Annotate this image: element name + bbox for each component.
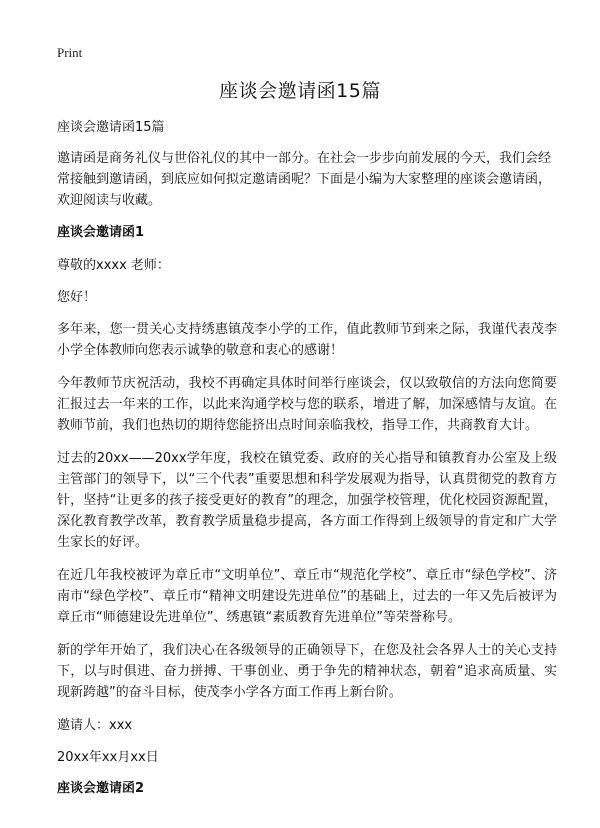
letter-2 — [57, 779, 557, 799]
letter-paragraph: 今年教师节庆祝活动，我校不再确定具体时间举行座谈会，仅以致敬信的方法向您简要汇报过去一年来的工作，以此来沟通学校与您的联系，增进了解，加深感情与友谊。在教师节前，我们也热切的期待您能挤出点时间亲临我校，指导工作，共商教育大计。 — [57, 376, 557, 433]
letter-heading: 座谈会邀请函2 — [57, 781, 145, 796]
letter-1 — [57, 223, 557, 768]
letter-paragraph: 在近几年我校被评为章丘市“文明单位”、章丘市“规范化学校”、章丘市“绿色学校”、济南市“绿色学校”、章丘市“精神文明建设先进单位”的基础上，过去的一年又先后被评为章丘市“师德建设先进单位”、绣惠镇“素质教育先进单位”等荣誉称号。 — [57, 568, 557, 625]
document-body — [57, 118, 557, 811]
letter-inviter: 邀请人：xxx — [57, 718, 133, 733]
letter-paragraph: 多年来，您一贯关心支持绣惠镇茂李小学的工作，值此教师节到来之际，我谨代表茂李小学全体教师向您表示诚挚的敬意和衷心的感谢！ — [57, 322, 557, 358]
letter-salutation: 尊敬的xxxx 老师： — [57, 258, 170, 273]
letter-paragraph: 新的学年开始了，我们决心在各级领导的正确领导下，在您及社会各界人士的关心支持下，以与时俱进、奋力拼搏、干事创业、勇于争先的精神状态，朝着“追求高质量、实现新跨越”的奋斗目标，使茂李小学各方面工作再上新台阶。 — [57, 643, 557, 700]
letter-paragraph: 过去的20xx——20xx学年度，我校在镇党委、政府的关心指导和镇教育办公室及上级主管部门的领导下，以“三个代表”重要思想和科学发展观为指导，认真贯彻党的教育方针，坚持“让更多的孩子接受更好的教育”的理念，加强学校管理，优化校园资源配置，深化教育教学改革，教育教学质量稳步提高，各方面工作得到上级领导的肯定和广大学生家长的好评。 — [57, 451, 557, 550]
document-title: 座谈会邀请函15篇 — [219, 80, 381, 102]
document-subtitle: 座谈会邀请函15篇 — [57, 120, 165, 135]
letter-heading: 座谈会邀请函1 — [57, 225, 145, 240]
letter-greeting: 您好！ — [57, 290, 97, 305]
intro-paragraph: 邀请函是商务礼仪与世俗礼仪的其中一部分。在社会一步步向前发展的今天，我们会经常接触到邀请函，到底应如何拟定邀请函呢？下面是小编为大家整理的座谈会邀请函，欢迎阅读与收藏。 — [57, 151, 552, 208]
letter-date: 20xx年xx月xx日 — [57, 750, 159, 765]
print-label: Print — [57, 45, 83, 60]
